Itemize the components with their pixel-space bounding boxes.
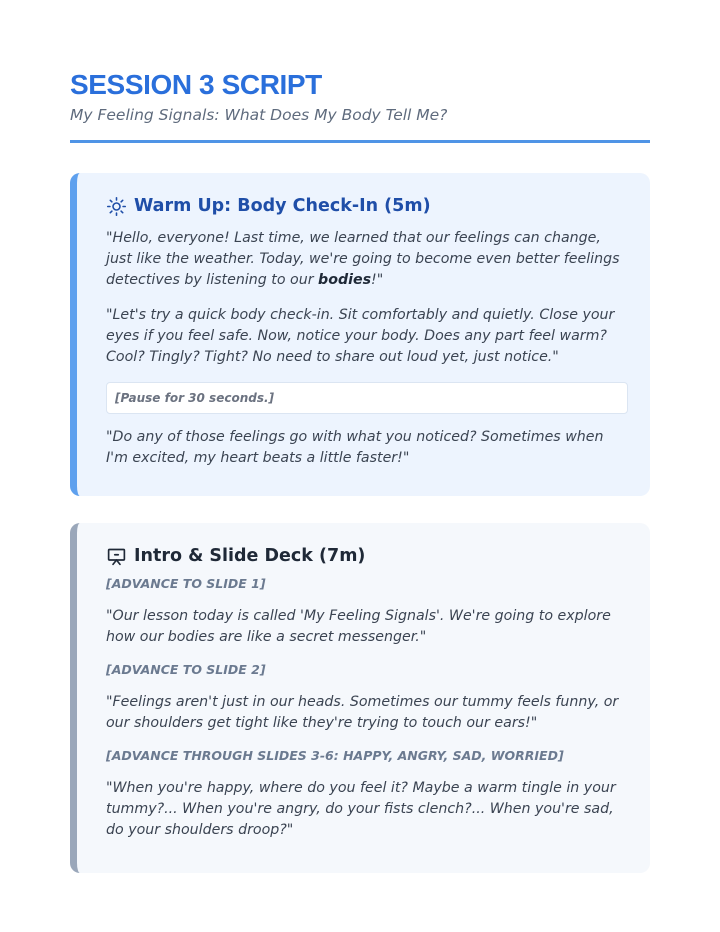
slide-cue-1: [ADVANCE TO SLIDE 1] bbox=[106, 576, 266, 591]
intro-heading: Intro & Slide Deck (7m) bbox=[134, 546, 366, 566]
sun-icon bbox=[106, 196, 127, 217]
warm-up-heading: Warm Up: Body Check-In (5m) bbox=[134, 196, 431, 216]
slide-cue-2: [ADVANCE TO SLIDE 2] bbox=[106, 662, 266, 677]
warm-up-card bbox=[70, 173, 650, 496]
intro-header bbox=[106, 544, 628, 568]
presentation-icon bbox=[106, 546, 127, 567]
page-title: SESSION 3 SCRIPT bbox=[70, 69, 322, 100]
intro-paragraph-1: "Our lesson today is called 'My Feeling Signals'. We're going to explore how our bodies are like a secret messenger." bbox=[106, 608, 611, 645]
warm-up-paragraph-2: "Let's try a quick body check-in. Sit comfortably and quietly. Close your eyes if you feel safe. Now, notice your body. Does any part feel warm? Cool? Tingly? Tight? No need to share out loud yet, just notice." bbox=[106, 307, 615, 365]
intro-paragraph-3: "When you're happy, where do you feel it? Maybe a warm tingle in your tummy?... When you're angry, do your fists clench?... When you're sad, do your shoulders droop?" bbox=[106, 780, 616, 838]
pause-note: [Pause for 30 seconds.] bbox=[106, 382, 628, 414]
warm-up-header bbox=[106, 194, 628, 218]
title-divider bbox=[70, 140, 650, 143]
page-subtitle: My Feeling Signals: What Does My Body Tell Me? bbox=[70, 106, 448, 124]
slide-cue-3: [ADVANCE THROUGH SLIDES 3-6: HAPPY, ANGRY, SAD, WORRIED] bbox=[106, 748, 564, 763]
emphasis-bodies: bodies bbox=[318, 272, 372, 288]
warm-up-paragraph-1: "Hello, everyone! Last time, we learned that our feelings can change, just like the weather. Today, we're going to become even better feelings detectives by listening to our bodies!" bbox=[106, 230, 620, 288]
warm-up-paragraph-3: "Do any of those feelings go with what you noticed? Sometimes when I'm excited, my heart beats a little faster!" bbox=[106, 429, 604, 466]
intro-paragraph-2: "Feelings aren't just in our heads. Sometimes our tummy feels funny, or our shoulders get tight like they're trying to touch our ears!" bbox=[106, 694, 619, 731]
intro-card bbox=[70, 523, 650, 873]
